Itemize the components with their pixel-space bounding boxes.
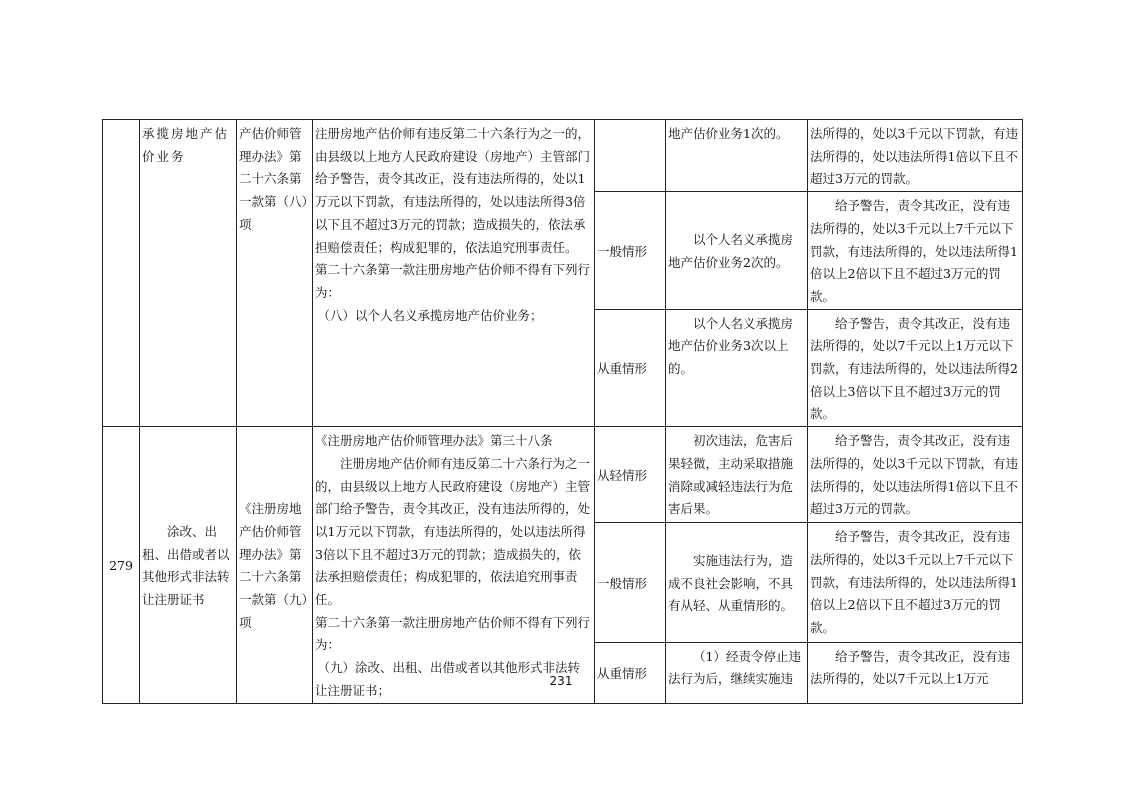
discretion-level-cell: 从轻情形 <box>595 427 666 523</box>
penalty-text: 给予警告，责令其改正，没有违法所得的，处以7千元以上1万元以下罚款，有违法所得的，处以违法所得2倍以上3倍以下且不超过3万元的罚款。 <box>810 315 1018 422</box>
penalty-text: 给予警告，责令其改正，没有违法所得的，处以7千元以上1万元 <box>810 648 1011 687</box>
provision-paragraph: 注册房地产估价师有违反第二十六条行为之一的，由县级以上地方人民政府建设（房地产）主管部门给予警告，责令其改正，没有违法所得的，处以1万元以下罚款，有违法所得的，处以违法所得3倍以下且不超过3万元的罚款；造成损失的，依法承担赔偿责任；构成犯罪的，依法追究刑事责任。 <box>315 126 591 255</box>
circumstance-text: （1）经责令停止违法行为后，继续实施违 <box>668 648 801 687</box>
table-row <box>103 427 1023 523</box>
discretion-level-cell: 一般情形 <box>595 523 666 642</box>
provision-paragraph: 第二十六条第一款注册房地产估价师不得有下列行为： <box>315 614 591 653</box>
circumstance-cell <box>666 523 808 642</box>
penalty-cell <box>808 427 1023 523</box>
penalty-cell <box>808 642 1023 703</box>
provision-paragraph: 《注册房地产估价师管理办法》第三十八条 <box>315 433 553 449</box>
discretion-level-cell: 一般情形 <box>595 192 666 310</box>
row-number-cell <box>103 120 140 427</box>
violation-item-cell <box>140 427 237 703</box>
circumstance-cell <box>666 642 808 703</box>
discretion-level-cell <box>595 120 666 192</box>
penalty-cell <box>808 309 1023 427</box>
discretion-level-cell: 从重情形 <box>595 309 666 427</box>
circumstance-cell <box>666 192 808 310</box>
legal-provision-cell <box>313 120 595 427</box>
violation-item-cell: 承揽房地产估价业务 <box>140 120 237 427</box>
circumstance-cell <box>666 309 808 427</box>
penalty-standards-table <box>102 119 1023 704</box>
legal-basis-cell: 《注册房地产估价师管理办法》第二十六条第一款第（九）项 <box>237 427 313 703</box>
provision-paragraph: 第二十六条第一款注册房地产估价师不得有下列行为： <box>315 262 591 300</box>
legal-basis-cell: 产估价师管理办法》第二十六条第一款第（八）项 <box>237 120 313 427</box>
penalty-text: 给予警告，责令其改正，没有违法所得的，处以3千元以下罚款，有违法所得的，处以违法所得1倍以下且不超过3万元的罚款。 <box>810 433 1018 517</box>
discretion-level-cell: 从重情形 <box>595 642 666 703</box>
provision-paragraph: （九）涂改、出租、出借或者以其他形式非法转让注册证书； <box>315 660 581 698</box>
circumstance-text: 实施违法行为，造成不良社会影响，不具有从轻、从重情形的。 <box>668 552 794 614</box>
circumstance-text: 初次违法，危害后果轻微，主动采取措施消除或减轻违法行为危害后果。 <box>668 433 794 517</box>
page-number: 231 <box>549 674 573 688</box>
legal-provision-cell <box>313 427 595 703</box>
penalty-cell <box>808 192 1023 310</box>
violation-item-text: 涂改、出租、出借或者以其他形式非法转让注册证书 <box>142 523 230 608</box>
provision-paragraph: 注册房地产估价师有违反第二十六条行为之一的，由县级以上地方人民政府建设（房地产）主管部门给予警告，责令其改正，没有违法所得的，处以1万元以下罚款，有违法所得的，处以违法所得3倍以下且不超过3万元的罚款；造成损失的，依法承担赔偿责任；构成犯罪的，依法追究刑事责任。 <box>315 455 591 608</box>
penalty-text: 给予警告，责令其改正，没有违法所得的，处以3千元以上7千元以下罚款，有违法所得的，处以违法所得1倍以上2倍以下且不超过3万元的罚款。 <box>810 198 1018 304</box>
circumstance-cell <box>666 427 808 523</box>
circumstance-text: 以个人名义承揽房地产估价业务2次的。 <box>668 232 794 270</box>
row-number-cell: 279 <box>103 427 140 703</box>
circumstance-text: 以个人名义承揽房地产估价业务3次以上的。 <box>668 315 794 377</box>
table-row <box>103 120 1023 192</box>
provision-paragraph: （八）以个人名义承揽房地产估价业务； <box>317 307 543 323</box>
circumstance-cell: 地产估价业务1次的。 <box>666 120 808 192</box>
penalty-text: 给予警告，责令其改正，没有违法所得的，处以3千元以上7千元以下罚款，有违法所得的，处以违法所得1倍以上2倍以下且不超过3万元的罚款。 <box>810 529 1018 636</box>
penalty-cell: 法所得的，处以3千元以下罚款，有违法所得的，处以违法所得1倍以下且不超过3万元的罚款。 <box>808 120 1023 192</box>
penalty-cell <box>808 523 1023 642</box>
